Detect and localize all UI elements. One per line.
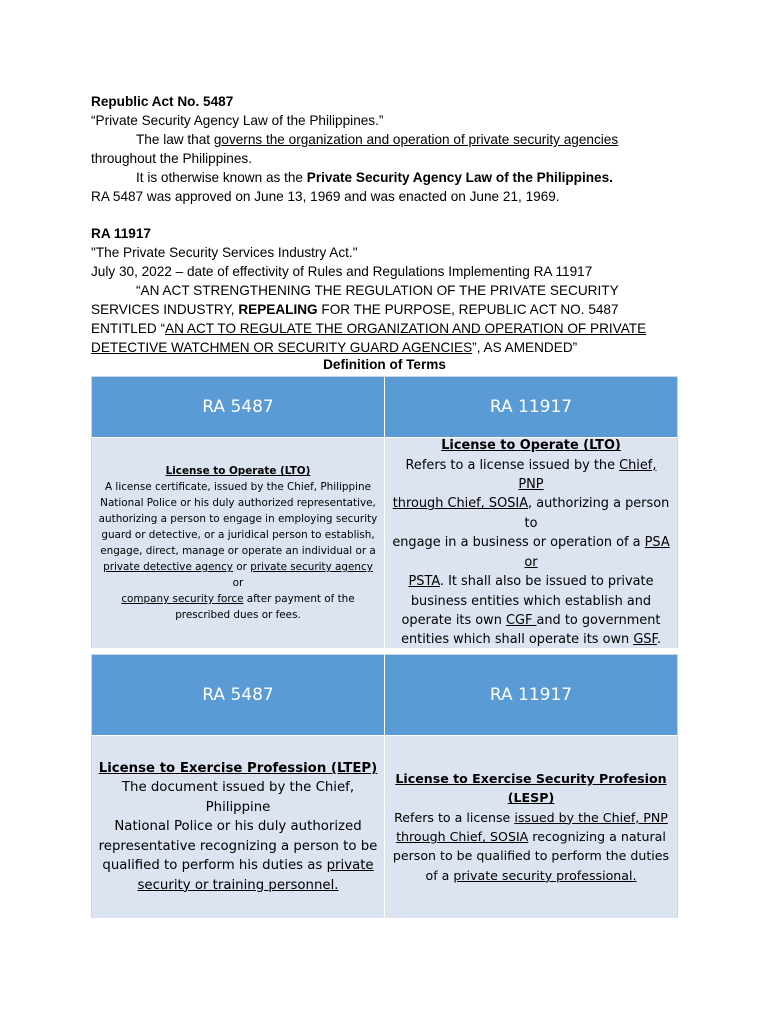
definition-line: guard or detective, or a juridical person to establish, xyxy=(101,529,375,541)
definition-table-lto xyxy=(91,376,678,648)
underlined-term: CGF xyxy=(505,612,537,628)
definition-text: or xyxy=(232,561,251,573)
ra5487-lto-definition xyxy=(92,438,384,648)
ra11917-section xyxy=(91,224,681,357)
ra11917-act-line3 xyxy=(91,319,681,338)
ra5487-line1-text: The law that xyxy=(136,132,214,147)
definition-line xyxy=(391,456,671,495)
definition-line xyxy=(121,591,354,607)
underlined-term: company security force xyxy=(121,593,244,605)
act-line4-underlined: DETECTIVE WATCHMEN OR SECURITY GUARD AGENCIES xyxy=(91,340,473,355)
act-line4-post: ”, AS AMENDED” xyxy=(472,340,578,355)
term-title: License to Operate (LTO) xyxy=(441,438,621,454)
underlined-term: private xyxy=(326,858,374,874)
definition-text: recognizing a natural xyxy=(528,829,666,844)
ra11917-lesp-definition xyxy=(384,736,677,918)
ra11917-heading: RA 11917 xyxy=(91,226,151,241)
act-line3-text: ENTITLED “ xyxy=(91,321,166,336)
definition-line xyxy=(396,827,666,846)
underlined-term: PSTA xyxy=(408,574,440,590)
ra5487-line3 xyxy=(91,168,681,187)
definition-text: or xyxy=(232,577,244,589)
definition-text: qualified to perform his duties as xyxy=(102,858,327,874)
underlined-term: issued by the Chief, PNP xyxy=(514,809,668,825)
underlined-term: PSA or xyxy=(524,535,670,570)
term-title: License to Exercise Security Profesion (LESP) xyxy=(395,770,667,806)
definition-line: person to be qualified to perform the duties xyxy=(392,848,670,864)
ra5487-line2: throughout the Philippines. xyxy=(91,151,252,166)
term-title: License to Operate (LTO) xyxy=(165,465,311,477)
ra5487-line4: RA 5487 was approved on June 13, 1969 and was enacted on June 21, 1969. xyxy=(91,189,560,204)
ra11917-effectivity: July 30, 2022 – date of effectivity of Rules and Regulations Implementing RA 11917 xyxy=(91,264,593,279)
ra5487-quote: “Private Security Agency Law of the Philippines.” xyxy=(91,113,384,128)
act-line2-text: SERVICES INDUSTRY, xyxy=(91,302,239,317)
underlined-term: through Chief, SOSIA xyxy=(392,496,529,512)
definition-line: National Police or his duly authorized xyxy=(114,819,362,835)
definition-line xyxy=(402,611,661,630)
ra11917-lto-definition xyxy=(384,438,677,648)
act-line3-underlined: AN ACT TO REGULATE THE ORGANIZATION AND OPERATION OF PRIVATE xyxy=(165,321,647,336)
definition-line: business entities which establish and xyxy=(410,593,652,609)
ra5487-line3-bold: Private Security Agency Law of the Philippines. xyxy=(306,170,613,185)
underlined-term: GSF xyxy=(633,632,657,648)
definition-line xyxy=(98,559,378,591)
column-header-ra5487: RA 5487 xyxy=(92,377,384,437)
definition-line: representative recognizing a person to be xyxy=(98,838,378,854)
definition-text: , authorizing a person to xyxy=(524,496,670,531)
ra11917-act-line2 xyxy=(91,300,681,319)
ra5487-heading: Republic Act No. 5487 xyxy=(91,94,234,109)
ra5487-ltep-definition xyxy=(92,736,384,918)
underlined-term: Chief, PNP xyxy=(518,457,657,493)
definition-line xyxy=(391,494,671,533)
definition-line: security or training personnel. xyxy=(137,877,339,893)
ra11917-quote: "The Private Security Services Industry Act." xyxy=(91,245,358,260)
definition-text: operate its own xyxy=(401,612,506,628)
column-header-ra11917: RA 11917 xyxy=(384,377,677,437)
definition-text: and to government xyxy=(536,612,661,628)
definition-text: entities which shall operate its own xyxy=(401,632,634,648)
definition-line: authorizing a person to engage in employing security xyxy=(98,513,378,525)
underlined-term: private detective agency xyxy=(103,561,233,573)
definition-line xyxy=(391,533,671,572)
definition-text: . It shall also be issued to private xyxy=(439,574,654,590)
underlined-term: private security agency xyxy=(250,561,373,573)
definition-line xyxy=(401,630,661,649)
definition-table-ltep xyxy=(91,654,678,918)
definition-line xyxy=(408,572,653,591)
definition-line: prescribed dues or fees. xyxy=(175,609,301,621)
act-line2-bold: REPEALING xyxy=(238,302,318,317)
definition-line: engage, direct, manage or operate an individual or a xyxy=(100,545,376,557)
definition-text: Refers to a license xyxy=(394,809,515,825)
table-row xyxy=(92,735,677,918)
definition-line xyxy=(394,808,668,827)
definition-line: The document issued by the Chief, Philippine xyxy=(121,780,355,815)
definition-of-terms-title: Definition of Terms xyxy=(323,357,446,372)
act-line2-post: FOR THE PURPOSE, REPUBLIC ACT NO. 5487 xyxy=(317,302,619,317)
table-header-row xyxy=(92,655,677,735)
definition-line xyxy=(102,856,373,875)
underlined-term: through Chief, SOSIA xyxy=(396,829,529,844)
definition-text: Refers to a license issued by the xyxy=(405,457,620,473)
ra5487-line1 xyxy=(91,130,681,149)
table-header-row xyxy=(92,377,677,437)
table-row xyxy=(92,437,677,648)
definition-text: of a xyxy=(425,867,454,883)
ra5487-line3-text: It is otherwise known as the xyxy=(136,170,307,185)
definition-line: A license certificate, issued by the Chief, Philippine xyxy=(105,481,371,493)
definition-text: . xyxy=(656,632,661,648)
definition-text: after payment of the xyxy=(243,593,355,605)
column-header-ra11917: RA 11917 xyxy=(384,655,677,735)
underlined-term: private security professional. xyxy=(453,867,637,883)
definition-text: engage in a business or operation of a xyxy=(392,535,645,551)
column-header-ra5487: RA 5487 xyxy=(92,655,384,735)
definition-line: National Police or his duly authorized representative, xyxy=(100,497,376,509)
ra5487-section xyxy=(91,92,681,206)
term-title: License to Exercise Profession (LTEP) xyxy=(98,761,378,777)
definition-line xyxy=(425,866,636,885)
ra5487-line1-underlined: governs the organization and operation of private security agencies xyxy=(213,132,619,147)
ra11917-act-line1: “AN ACT STRENGTHENING THE REGULATION OF THE PRIVATE SECURITY xyxy=(136,283,619,298)
